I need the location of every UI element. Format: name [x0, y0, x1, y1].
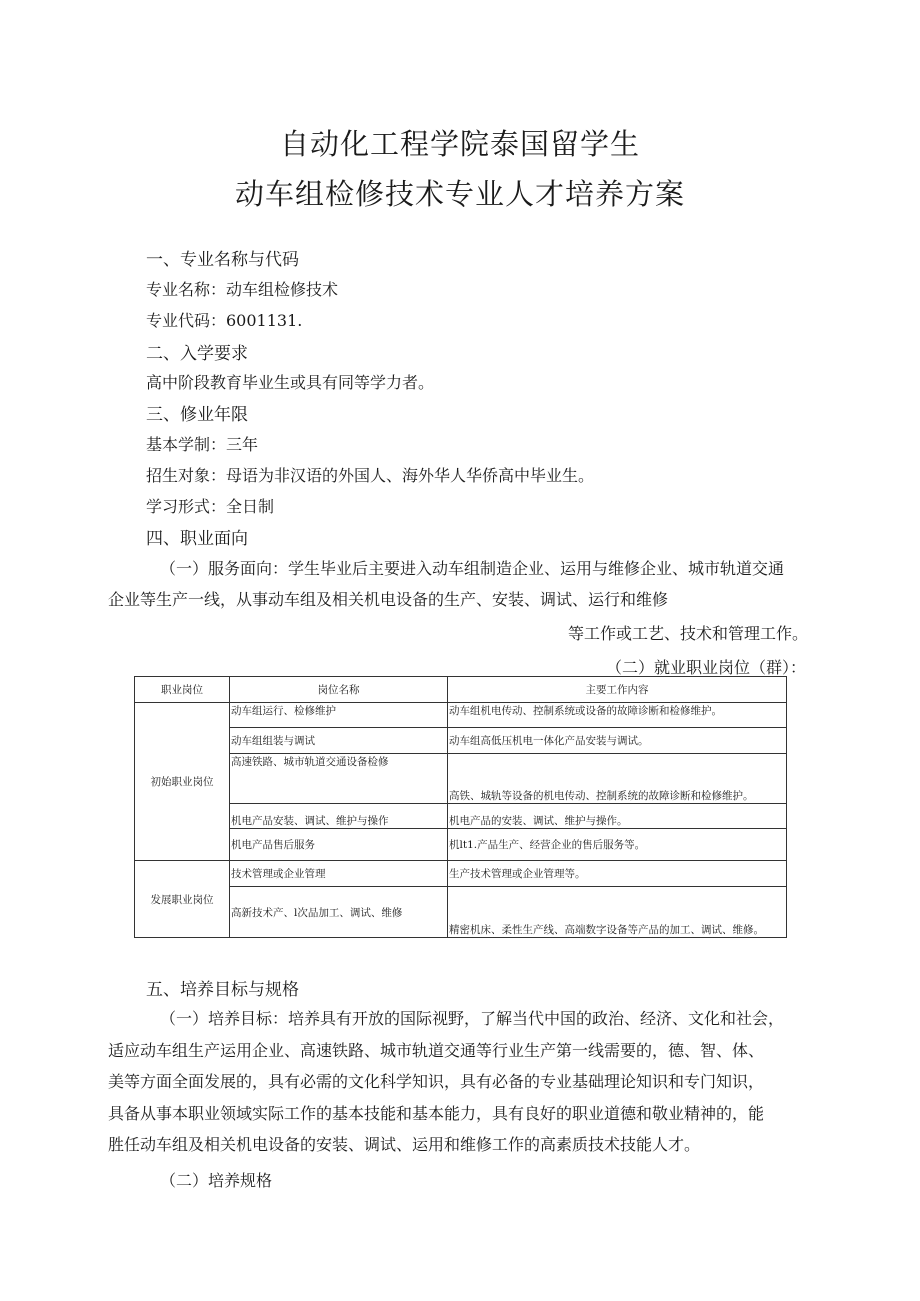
- work-content-cell: 机lt1.产品生产、经营企业的售后服务等。: [448, 829, 787, 861]
- section-heading-2: 二、入学要求: [146, 344, 248, 364]
- post-name-cell: 机电产品安装、调试、维护与操作: [230, 804, 448, 829]
- table-header-row: [135, 677, 787, 703]
- training-goal-line: 适应动车组生产运用企业、高速铁路、城市轨道交通等行业生产第一线需要的，德、智、体、: [108, 1040, 765, 1060]
- work-content-cell: 机电产品的安装、调试、维护与操作。: [448, 804, 787, 829]
- work-content-cell: 动车组高低压机电一体化产品安装与调试。: [448, 728, 787, 754]
- work-content-cell: 精密机床、柔性生产线、高端数字设备等产品的加工、调试、维修。: [448, 887, 787, 938]
- service-orientation-line-2: 企业等生产一线，从事动车组及相关机电设备的生产、安装、调试、运行和维修: [108, 590, 669, 609]
- service-orientation-line-3: 等工作或工艺、技术和管理工作。: [567, 624, 808, 643]
- training-goal-line: 美等方面全面发展的，具有必需的文化科学知识，具有必备的专业基础理论知识和专门知识，: [108, 1072, 765, 1091]
- section-heading-4: 四、职业面向: [146, 529, 248, 549]
- table-row: [135, 754, 787, 804]
- table-row: [135, 728, 787, 754]
- document-title-line-1: 自动化工程学院泰国留学生: [279, 127, 640, 161]
- post-name-cell: 动车组运行、检修维护: [230, 703, 448, 728]
- training-goal-line: （一）培养目标：培养具有开放的国际视野，了解当代中国的政治、经济、文化和社会，: [160, 1009, 785, 1028]
- major-name: 专业名称：动车组检修技术: [146, 280, 339, 299]
- group-cell-initial: 初始职业岗位: [135, 703, 230, 861]
- section-heading-3: 三、修业年限: [146, 405, 248, 425]
- jobs-heading: （二）就业职业岗位（群）：: [605, 658, 806, 677]
- post-name-cell: 机电产品售后服务: [230, 829, 448, 861]
- jobs-table: [134, 676, 787, 938]
- header-cell: 主要工作内容: [448, 677, 787, 703]
- post-name-cell: 动车组组装与调试: [230, 728, 448, 754]
- major-code: 专业代码：6001131.: [146, 311, 303, 330]
- study-length: 基本学制：三年: [146, 435, 259, 454]
- section-heading-5: 五、培养目标与规格: [146, 980, 299, 1000]
- header-cell: 职业岗位: [135, 677, 230, 703]
- table-row: [135, 829, 787, 861]
- service-orientation-line-1: （一）服务面向：学生毕业后主要进入动车组制造企业、运用与维修企业、城市轨道交通: [160, 559, 785, 578]
- table-row: [135, 887, 787, 938]
- table-row: [135, 804, 787, 829]
- study-form: 学习形式：全日制: [146, 497, 275, 516]
- post-name-cell: 技术管理或企业管理: [230, 861, 448, 887]
- work-content-cell: 动车组机电传动、控制系统或设备的故障诊断和检修维护。: [448, 703, 787, 728]
- document-title-line-2: 动车组检修技术专业人才培养方案: [234, 177, 685, 211]
- section-heading-1: 一、专业名称与代码: [146, 250, 299, 270]
- post-name-cell: 高速铁路、城市轨道交通设备检修: [230, 754, 448, 804]
- table-row: [135, 703, 787, 728]
- training-goal-paragraph: [108, 1003, 824, 1161]
- work-content-cell: 高铁、城轨等设备的机电传动、控制系统的故障诊断和检修维护。: [448, 754, 787, 804]
- post-name-cell: 高新技术产、l次品加工、调试、维修: [230, 887, 448, 938]
- training-spec-heading: （二）培养规格: [160, 1171, 273, 1190]
- group-cell-development: 发展职业岗位: [135, 861, 230, 938]
- training-goal-line: 胜任动车组及相关机电设备的安装、调试、运用和维修工作的高素质技术技能人才。: [108, 1135, 701, 1154]
- enrollment-target: 招生对象：母语为非汉语的外国人、海外华人华侨高中毕业生。: [146, 466, 595, 485]
- training-goal-line: 具备从事本职业领域实际工作的基本技能和基本能力，具有良好的职业道德和敬业精神的，能: [108, 1103, 765, 1123]
- admission-text: 高中阶段教育毕业生或具有同等学力者。: [146, 373, 435, 392]
- table-row: [135, 861, 787, 887]
- work-content-cell: 生产技术管理或企业管理等。: [448, 861, 787, 887]
- header-cell: 岗位名称: [230, 677, 448, 703]
